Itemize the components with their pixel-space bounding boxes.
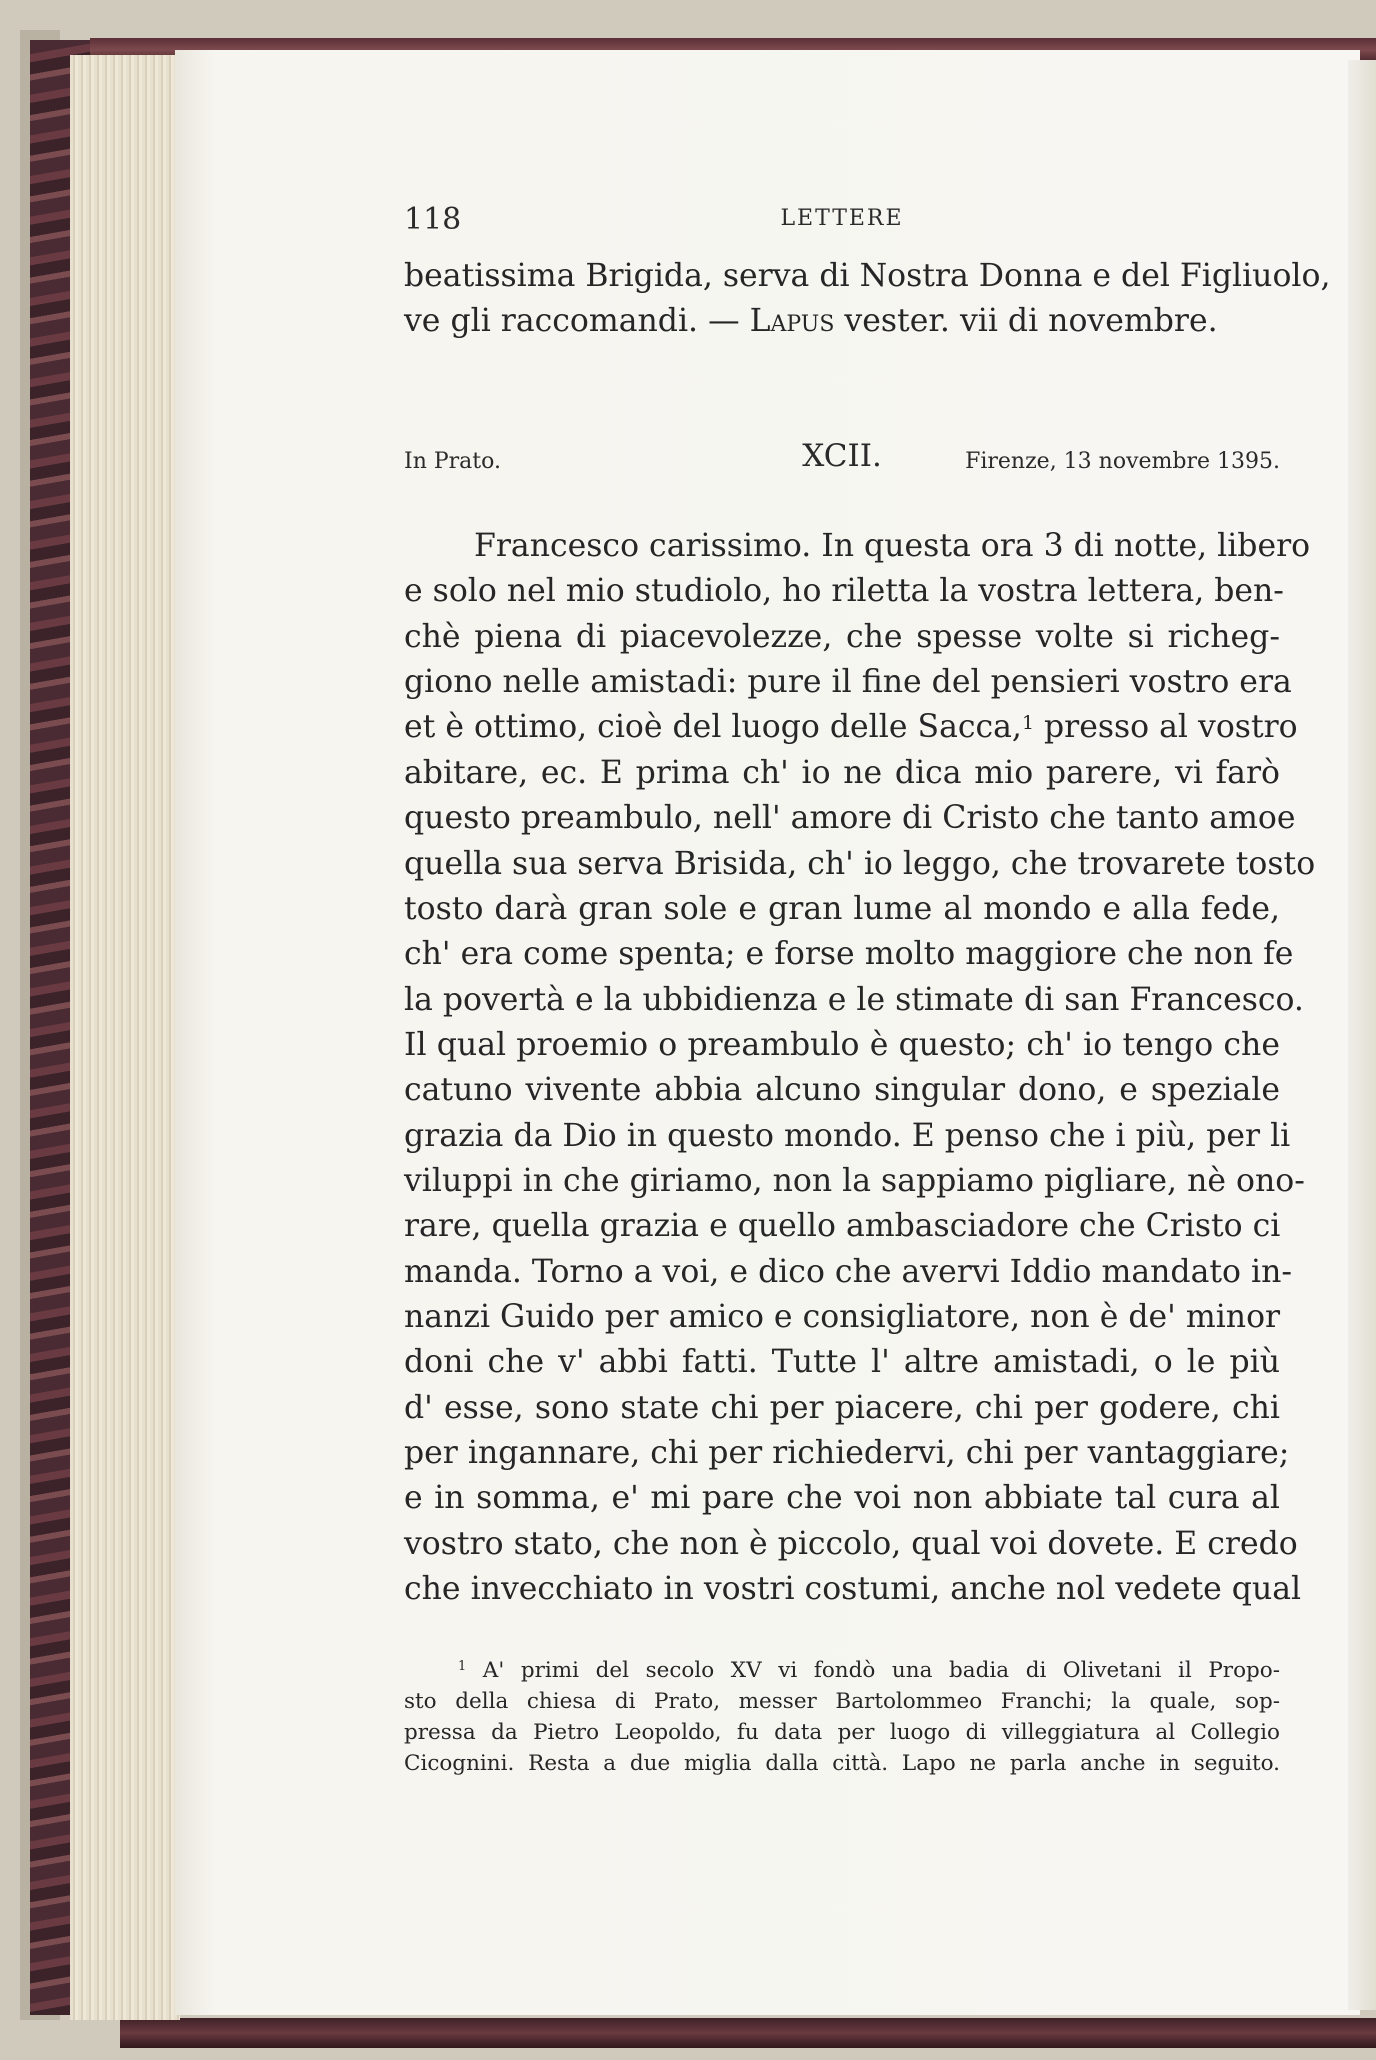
body-line: nanzi Guido per amico e consigliatore, non è de' minor bbox=[404, 1299, 1281, 1335]
body-line: abitare, ec. E prima ch' io ne dica mio parere, vi farò bbox=[404, 755, 1280, 791]
addressee-place: In Prato. bbox=[404, 449, 501, 474]
body-line: d' esse, sono state chi per piacere, chi per godere, chi bbox=[404, 1390, 1280, 1426]
body-line: grazia da Dio in questo mondo. E penso che i più, per li bbox=[404, 1118, 1291, 1154]
page-number: 118 bbox=[404, 202, 462, 237]
next-page-edge bbox=[1348, 60, 1376, 2010]
place-date: Firenze, 13 novembre 1395. bbox=[965, 449, 1280, 474]
body-line: giono nelle amistadi: pure il fine del pensieri vostro era bbox=[404, 664, 1292, 700]
body-line-with-footnote-ref bbox=[404, 707, 1298, 747]
signature: Lapus bbox=[749, 303, 835, 339]
letter-number: XCII. bbox=[802, 438, 882, 474]
body-line: che invecchiato in vostri costumi, anche nol vedete qual bbox=[404, 1571, 1302, 1607]
body-line: manda. Torno a voi, e dico che avervi Iddio mandato in- bbox=[404, 1254, 1293, 1290]
body-line: e in somma, e' mi pare che voi non abbiate tal cura al bbox=[404, 1480, 1280, 1516]
footnote-line-1 bbox=[458, 1656, 1280, 1686]
body-line: doni che v' abbi fatti. Tutte l' altre amistadi, o le più bbox=[404, 1344, 1280, 1380]
footnote-line: Cicognini. Resta a due miglia dalla città. Lapo ne parla anche in seguito. bbox=[404, 1751, 1280, 1776]
body-line: e solo nel mio studiolo, ho riletta la vostra lettera, ben- bbox=[404, 573, 1284, 609]
body-line: per ingannare, chi per richiedervi, chi per vantaggiare; bbox=[404, 1435, 1290, 1471]
footnote-marker: 1 bbox=[458, 1659, 467, 1674]
body-line: viluppi in che giriamo, non la sappiamo pigliare, nè ono- bbox=[404, 1163, 1305, 1199]
body-line: tosto darà gran sole e gran lume al mondo e alla fede, bbox=[404, 891, 1280, 927]
footnote-reference: 1 bbox=[1021, 712, 1034, 734]
closing-text: ve gli raccomandi. — bbox=[404, 303, 750, 339]
body-line: quella sua serva Brisida, ch' io leggo, che trovarete tosto bbox=[404, 846, 1316, 882]
closing-line-1: beatissima Brigida, serva di Nostra Donna e del Figliuolo, bbox=[404, 258, 1331, 294]
closing-line-2 bbox=[404, 301, 1280, 341]
body-line-text: et è ottimo, cioè del luogo delle Sacca, bbox=[404, 709, 1022, 745]
body-line: ch' era come spenta; e forse molto maggiore che non fe bbox=[404, 936, 1294, 972]
closing-date: vester. vii di novembre. bbox=[834, 303, 1218, 339]
body-line: Francesco carissimo. In questa ora 3 di notte, libero bbox=[474, 528, 1311, 564]
body-line: questo preambulo, nell' amore di Cristo che tanto amoe bbox=[404, 800, 1296, 836]
body-line: catuno vivente abbia alcuno singular dono, e speziale bbox=[404, 1072, 1280, 1108]
body-line-text: presso al vostro bbox=[1033, 709, 1298, 745]
body-line: la povertà e la ubbidienza e le stimate di san Francesco. bbox=[404, 982, 1304, 1018]
book-cover-bottom bbox=[120, 2018, 1376, 2048]
body-line: Il qual proemio o preambulo è questo; ch' io tengo che bbox=[404, 1027, 1280, 1063]
footnote-line: pressa da Pietro Leopoldo, fu data per luogo di villeggiatura al Collegio bbox=[404, 1720, 1280, 1745]
letter-heading bbox=[404, 430, 1280, 474]
page-edges bbox=[70, 55, 180, 2020]
footnote-text: A' primi del secolo XV vi fondò una badia di Olivetani il Propo- bbox=[466, 1658, 1280, 1683]
running-head bbox=[404, 202, 1280, 242]
body-line: rare, quella grazia e quello ambasciadore che Cristo ci bbox=[404, 1208, 1281, 1244]
body-line: vostro stato, che non è piccolo, qual voi dovete. E credo bbox=[404, 1526, 1298, 1562]
footnote-line: sto della chiesa di Prato, messer Bartolommeo Franchi; la quale, sop- bbox=[404, 1689, 1280, 1714]
body-line: chè piena di piacevolezze, che spesse volte si richeg- bbox=[404, 619, 1280, 655]
running-title: LETTERE bbox=[780, 206, 904, 231]
